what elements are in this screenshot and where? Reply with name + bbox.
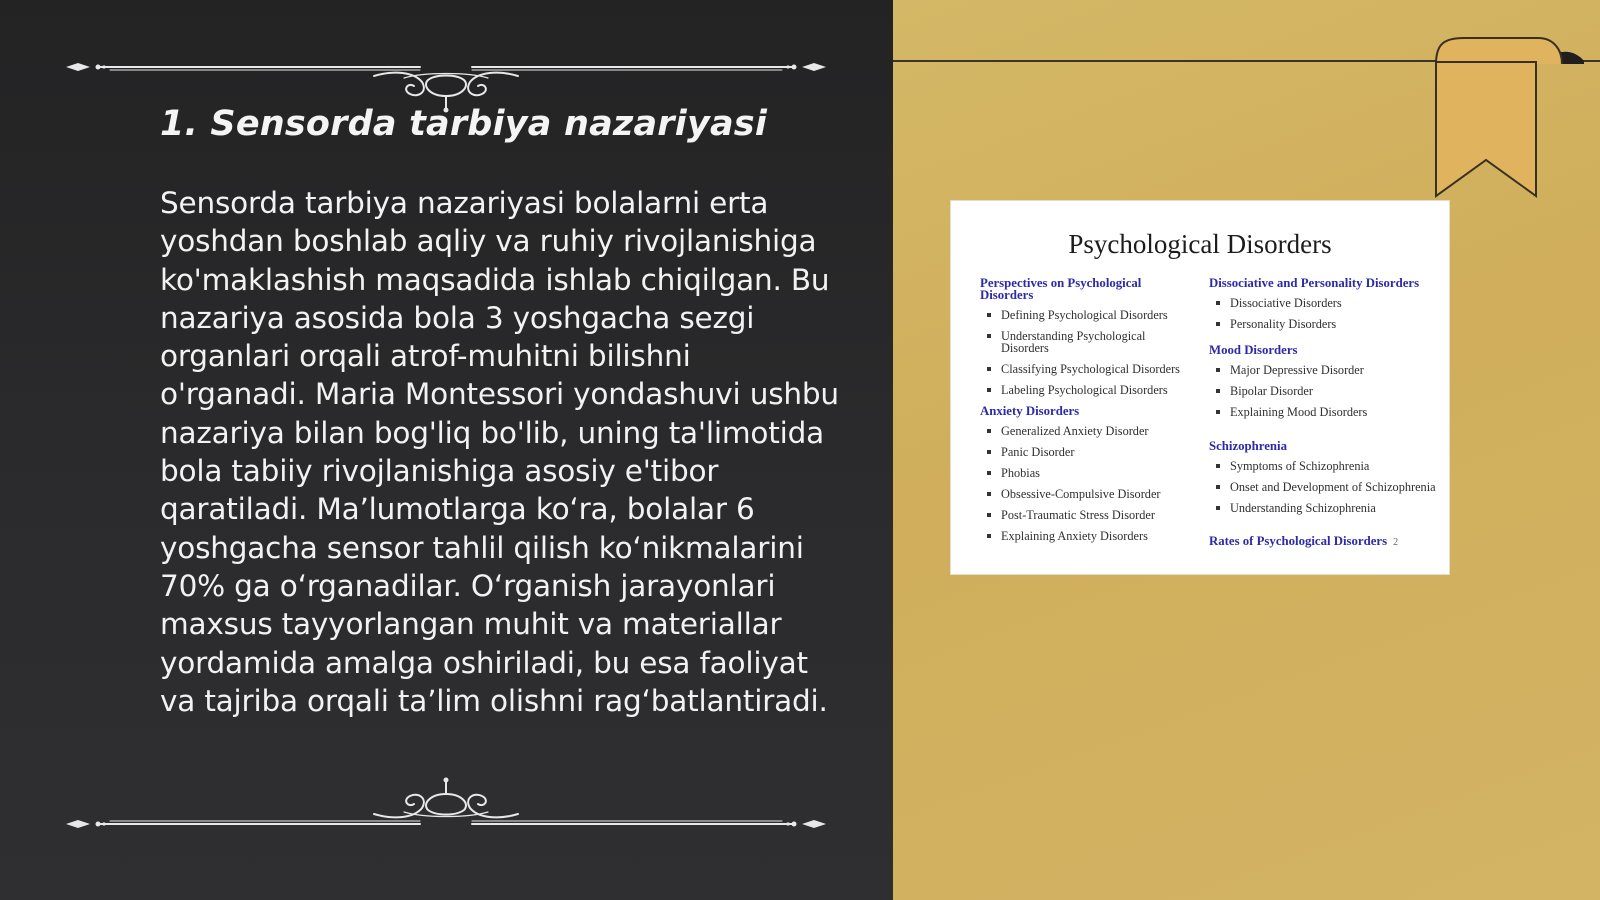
list-item: Dissociative Disorders: [1209, 297, 1441, 309]
list-item: Post-Traumatic Stress Disorder: [980, 509, 1196, 521]
slide-body-text: Sensorda tarbiya nazariyasi bolalarni erta yoshdan boshlab aqliy va ruhiy rivojlanishiga ko'maklashish maqsadida ishlab chiqilgan. Bu nazariya asosida bola 3 yoshgacha sezgi organlari orqali atrof-muhitni bilishni o'rganadi. Maria Montessori yondashuvi ushbu nazariya bilan bog'liq bo'lib, uning ta'limotida bola tabiiy rivojlanishiga asosiy e'tibor qaratiladi. Ma’lumotlarga ko‘ra, bolalar 6 yoshgacha sensor tahlil qilish ko‘nikmalarini 70% ga o‘rganadilar. O‘rganish jarayonlari maxsus tayyorlangan muhit va materiallar yordamida amalga oshiriladi, bu esa faoliyat va tajriba orqali ta’lim olishni rag‘batlantiradi.: [160, 186, 839, 718]
list-item: Personality Disorders: [1209, 318, 1441, 330]
section-heading: Perspectives on Psychological Disorders: [980, 276, 1142, 302]
list-item: Explaining Anxiety Disorders: [980, 530, 1196, 542]
figure-right-column: [1209, 277, 1441, 549]
list-item: Understanding Psychological Disorders: [980, 330, 1196, 354]
rates-heading: [1209, 534, 1441, 549]
list-item: Defining Psychological Disorders: [980, 309, 1196, 321]
list-item: Major Depressive Disorder: [1209, 364, 1441, 376]
section-list: [980, 309, 1196, 396]
section-list: [1209, 460, 1441, 514]
list-item: Generalized Anxiety Disorder: [980, 425, 1196, 437]
list-item: Understanding Schizophrenia: [1209, 502, 1441, 514]
list-item: Obsessive-Compulsive Disorder: [980, 488, 1196, 500]
list-item: Bipolar Disorder: [1209, 385, 1441, 397]
figure-title: Psychological Disorders: [1068, 229, 1332, 259]
section-heading: Dissociative and Personality Disorders: [1209, 276, 1420, 290]
section-list: [1209, 297, 1441, 330]
figure-left-column: [980, 277, 1196, 551]
bookmark-ribbon-icon: [1434, 30, 1584, 202]
list-item: Phobias: [980, 467, 1196, 479]
list-item: Symptoms of Schizophrenia: [1209, 460, 1441, 472]
section-list: [980, 425, 1196, 542]
slide-title: 1. Sensorda tarbiya nazariyasi: [160, 104, 768, 144]
section-heading: Schizophrenia: [1209, 439, 1287, 453]
list-item: Panic Disorder: [980, 446, 1196, 458]
page-number: 2: [1393, 537, 1399, 548]
section-heading: Mood Disorders: [1209, 343, 1298, 357]
list-item: Onset and Development of Schizophrenia: [1209, 481, 1441, 493]
list-item: Classifying Psychological Disorders: [980, 363, 1196, 375]
section-list: [1209, 364, 1441, 418]
list-item: Labeling Psychological Disorders: [980, 384, 1196, 396]
rates-heading-text: Rates of Psychological Disorders: [1209, 534, 1388, 548]
psychological-disorders-figure: [950, 200, 1450, 575]
decorative-divider-bottom: [64, 772, 828, 832]
section-heading: Anxiety Disorders: [980, 404, 1080, 418]
list-item: Explaining Mood Disorders: [1209, 406, 1441, 418]
